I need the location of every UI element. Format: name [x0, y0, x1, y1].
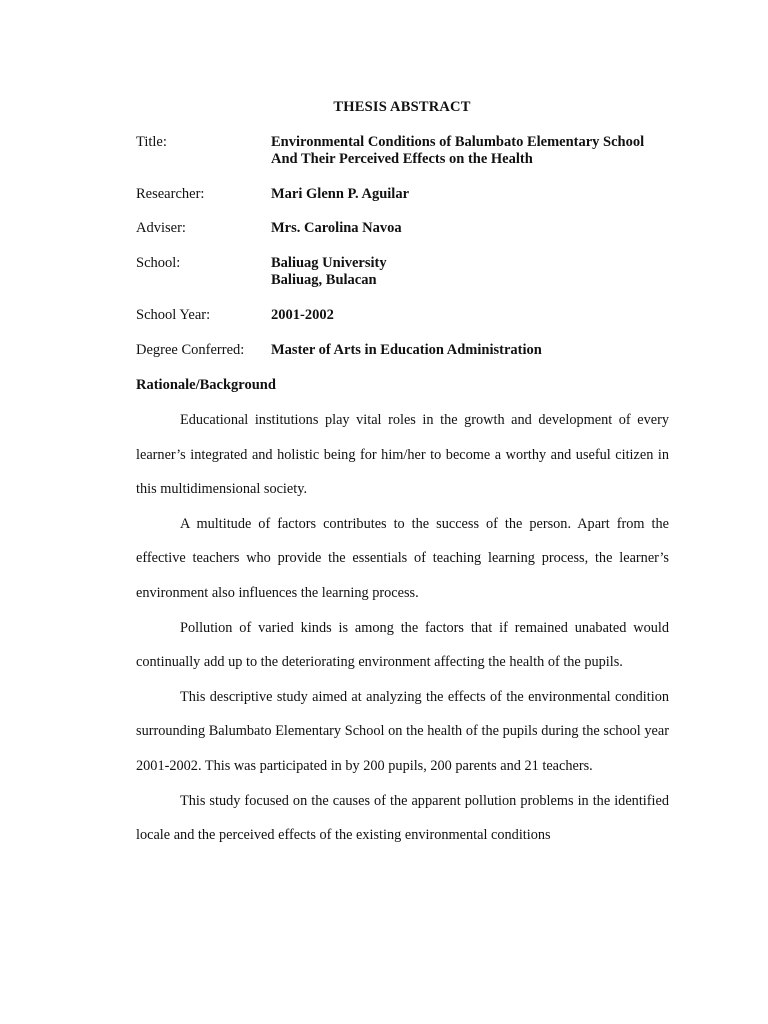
meta-title-label: Title:	[136, 134, 167, 150]
paragraph-1: Educational institutions play vital roles in the growth and development of every learner’s integrated and holistic being for him/her to become a worthy and useful citizen in this multidimensional society.	[136, 412, 669, 498]
meta-school-value	[271, 255, 387, 289]
meta-school-line-2: Baliuag, Bulacan	[271, 272, 377, 288]
meta-school-year-label: School Year:	[136, 307, 211, 323]
meta-degree-label: Degree Conferred:	[136, 342, 245, 358]
paragraph-4: This descriptive study aimed at analyzing the effects of the environmental condition surrounding Balumbato Elementary School on the health of the pupils during the school year 2001-2002. This was participated in by 200 pupils, 200 parents and 21 teachers.	[136, 688, 669, 774]
body-text	[136, 403, 669, 853]
meta-title-line-2: And Their Perceived Effects on the Health	[271, 151, 533, 167]
meta-school-label: School:	[136, 255, 181, 271]
document-heading: THESIS ABSTRACT	[333, 99, 471, 115]
meta-school-line-1: Baliuag University	[271, 255, 387, 271]
meta-title-line-1: Environmental Conditions of Balumbato Elementary School	[271, 134, 645, 150]
meta-title-value	[271, 134, 644, 168]
meta-adviser-label: Adviser:	[136, 220, 186, 236]
meta-researcher-label: Researcher:	[136, 186, 205, 202]
meta-school-year-value: 2001-2002	[271, 307, 334, 323]
paragraph-3: Pollution of varied kinds is among the factors that if remained unabated would continually add up to the deteriorating environment affecting the health of the pupils.	[136, 619, 669, 671]
meta-researcher-value: Mari Glenn P. Aguilar	[271, 186, 410, 202]
paragraph-5: This study focused on the causes of the apparent pollution problems in the identified locale and the perceived effects of the existing environmental conditions	[136, 792, 669, 844]
paragraph-2: A multitude of factors contributes to the success of the person. Apart from the effective teachers who provide the essentials of teaching learning process, the learner’s environment also influences the learning process.	[136, 515, 669, 601]
meta-adviser-value: Mrs. Carolina Navoa	[271, 220, 402, 236]
meta-degree-value: Master of Arts in Education Administration	[271, 342, 542, 358]
section-heading: Rationale/Background	[136, 377, 276, 393]
